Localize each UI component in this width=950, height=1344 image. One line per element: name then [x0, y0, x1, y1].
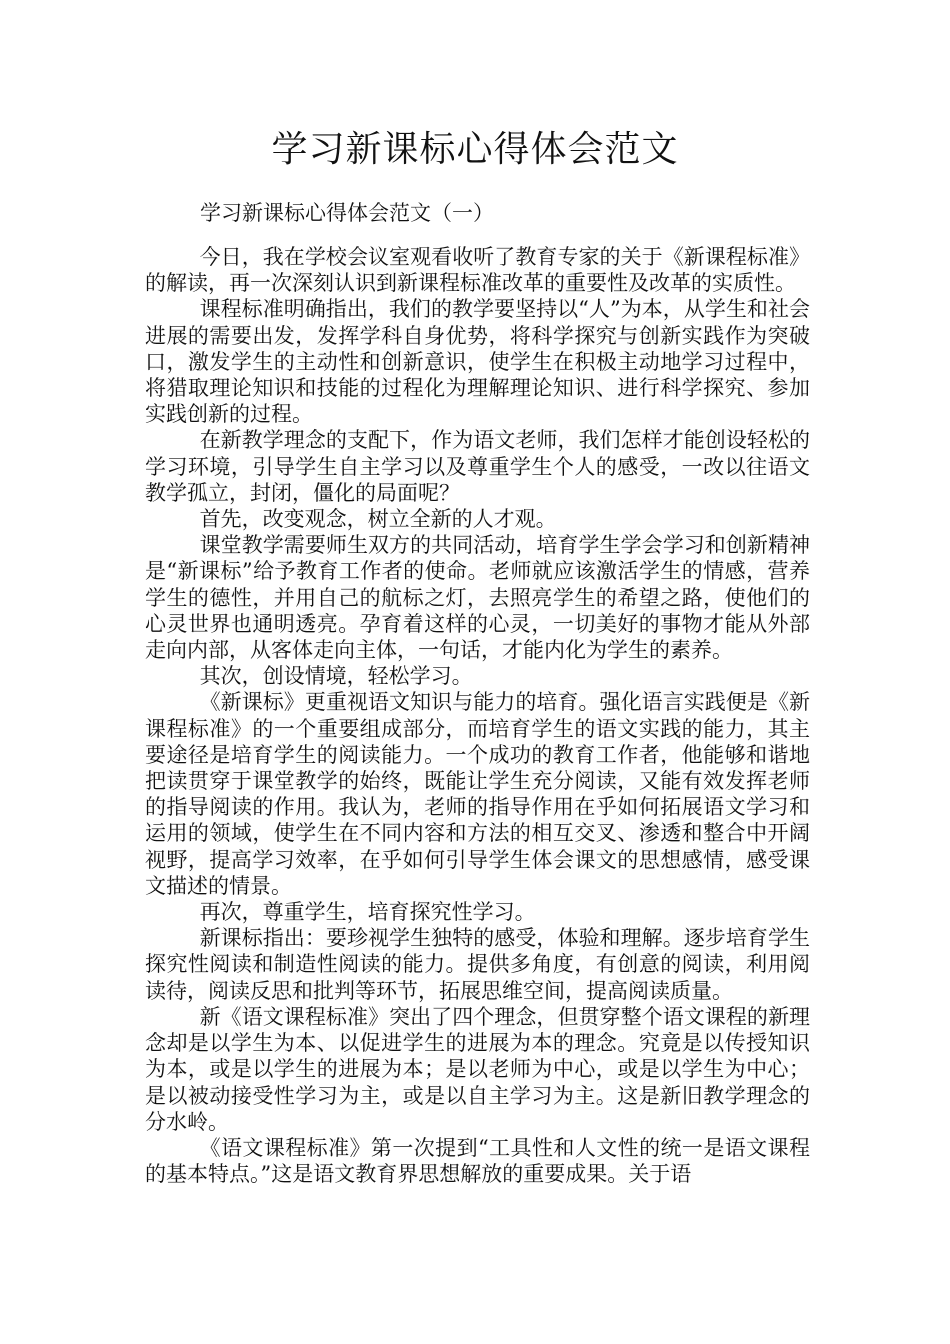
paragraph: 《新课标》更重视语文知识与能力的培育。强化语言实践便是《新课程标准》的一个重要组成部分，而培育学生的语文实践的能力，其主要途径是培育学生的阅读能力。一个成功的教育工作者，他能够和谐地把读贯穿于课堂教学的始终，既能让学生充分阅读，又能有效发挥老师的指导阅读的作用。我认为，老师的指导作用在乎如何拓展语文学习和运用的领域，使学生在不同内容和方法的相互交叉、渗透和整合中开阔视野，提高学习效率，在乎如何引导学生体会课文的思想感情，感受课文描述的情景。: [145, 690, 810, 898]
document-body: [145, 244, 810, 1187]
paragraph: 《语文课程标准》第一次提到“工具性和人文性的统一是语文课程的基本特点。”这是语文教育界思想解放的重要成果。关于语: [145, 1135, 810, 1187]
document-subtitle: 学习新课标心得体会范文（一）: [200, 201, 494, 225]
paragraph: 首先，改变观念，树立全新的人才观。: [199, 507, 557, 532]
document-title: 学习新课标心得体会范文: [271, 129, 679, 170]
paragraph: 其次，创设情境，轻松学习。: [199, 664, 473, 689]
paragraph: 再次，尊重学生，培育探究性学习。: [199, 900, 536, 925]
paragraph: 新《语文课程标准》突出了四个理念，但贯穿整个语文课程的新理念却是以学生为本、以促进学生的进展为本的理念。究竟是以传授知识为本，或是以学生的进展为本；是以老师为中心，或是以学生为中心；是以被动接受性学习为主，或是以自主学习为主。这是新旧教学理念的分水岭。: [145, 1004, 810, 1134]
paragraph: 在新教学理念的支配下，作为语文老师，我们怎样才能创设轻松的学习环境，引导学生自主学习以及尊重学生个人的感受，一改以往语文教学孤立，封闭，僵化的局面呢？: [145, 428, 810, 505]
paragraph: 今日，我在学校会议室观看收听了教育专家的关于《新课程标准》的解读，再一次深刻认识到新课程标准改革的重要性及改革的实质性。: [145, 245, 810, 296]
paragraph: 课堂教学需要师生双方的共同活动，培育学生学会学习和创新精神是“新课标”给予教育工作者的使命。老师就应该激活学生的情感，营养学生的德性，并用自己的航标之灯，去照亮学生的希望之路，使他们的心灵世界也通明透亮。孕育着这样的心灵，一切美好的事物才能从外部走向内部，从客体走向主体，一句话，才能内化为学生的素养。: [145, 533, 810, 663]
paragraph: 课程标准明确指出，我们的教学要坚持以“人”为本，从学生和社会进展的需要出发，发挥学科自身优势，将科学探究与创新实践作为突破口，激发学生的主动性和创新意识，使学生在积极主动地学习过程中，将猎取理论知识和技能的过程化为理解理论知识、进行科学探究、参加实践创新的过程。: [145, 297, 810, 427]
paragraph: 新课标指出：要珍视学生独特的感受，体验和理解。逐步培育学生探究性阅读和制造性阅读的能力。提供多角度，有创意的阅读，利用阅读待，阅读反思和批判等环节，拓展思维空间，提高阅读质量。: [145, 926, 810, 1003]
